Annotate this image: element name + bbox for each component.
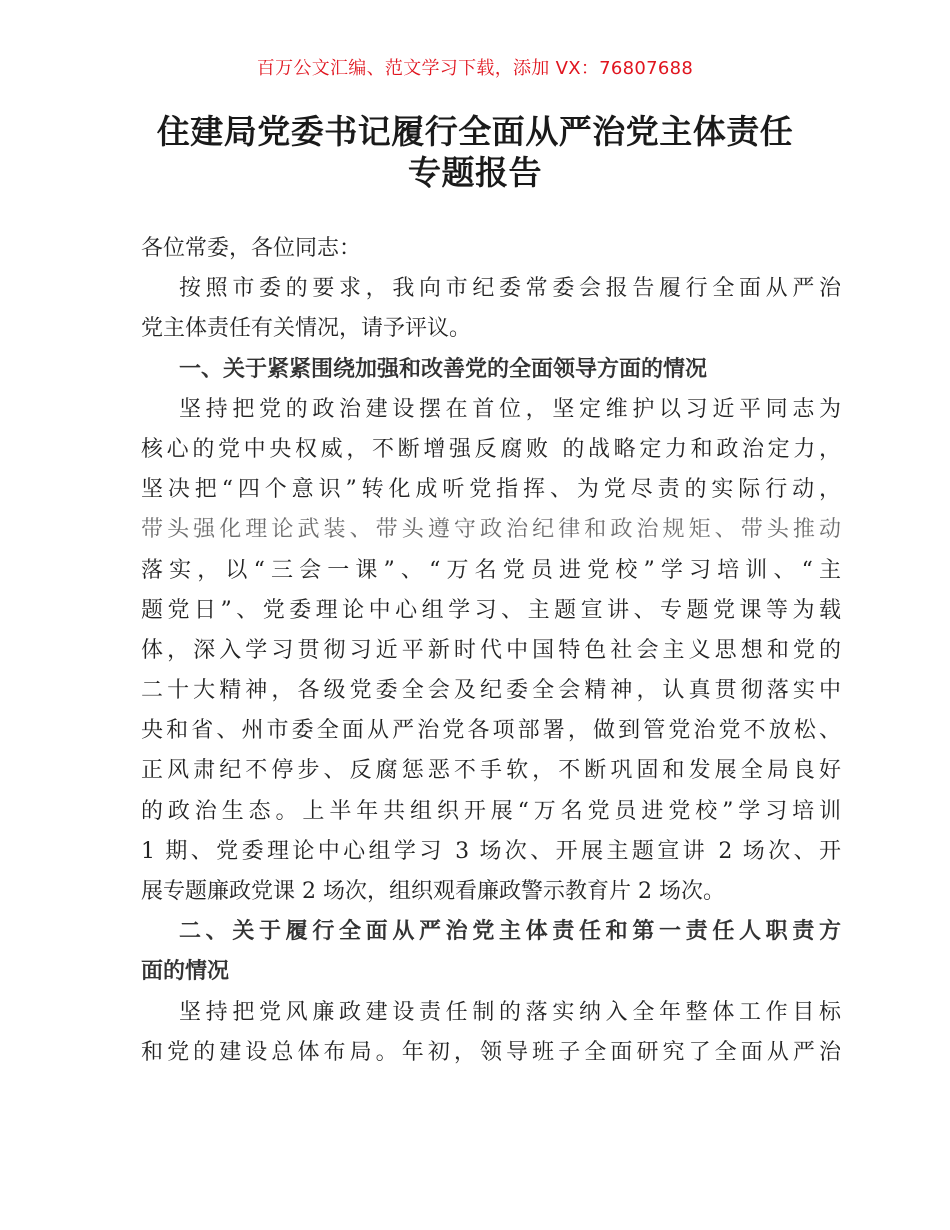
- watermark-banner: 百万公文汇编、范文学习下载，添加 VX：76807688: [256, 58, 694, 79]
- paragraph-line: 坚决把“四个意识”转化成听党指挥、为党尽责的实际行动，: [141, 477, 841, 503]
- paragraph-line: 和党的建设总体布局。年初，领导班子全面研究了全面从严治: [141, 1039, 841, 1065]
- paragraph-line: 核心的党中央权威，不断增强反腐败 的战略定力和政治定力，: [141, 436, 841, 462]
- intro-line: 党主体责任有关情况，请予评议。: [141, 316, 472, 342]
- section-1-heading: 一、关于紧紧围绕加强和改善党的全面领导方面的情况: [179, 356, 708, 382]
- document-title-line-2: 专题报告: [408, 153, 542, 192]
- paragraph-line: 带头强化理论武装、带头遵守政治纪律和政治规矩、带头推动: [141, 517, 841, 543]
- paragraph-line: 央和省、州市委全面从严治党各项部署，做到管党治党不放松、: [141, 718, 841, 744]
- paragraph-line: 题党日”、党委理论中心组学习、主题宣讲、专题党课等为载: [141, 597, 841, 623]
- intro-line: 按照市委的要求，我向市纪委常委会报告履行全面从严治: [179, 276, 841, 302]
- document-body: [141, 229, 841, 1073]
- section-2-heading: 面的情况: [141, 959, 230, 985]
- document-title-line-1: 住建局党委书记履行全面从严治党主体责任: [156, 112, 794, 151]
- paragraph-line: 正风肃纪不停步、反腐惩恶不手软，不断巩固和发展全局良好: [141, 758, 841, 784]
- paragraph-line: 坚持把党的政治建设摆在首位，坚定维护以习近平同志为: [179, 396, 841, 422]
- paragraph-line: 体，深入学习贯彻习近平新时代中国特色社会主义思想和党的: [141, 637, 841, 663]
- paragraph-line: 坚持把党风廉政建设责任制的落实纳入全年整体工作目标: [179, 999, 841, 1025]
- salutation: 各位常委，各位同志：: [141, 236, 362, 261]
- paragraph-line: 展专题廉政党课 2 场次，组织观看廉政警示教育片 2 场次。: [141, 879, 725, 904]
- paragraph-line: 落实，以“三会一课”、“万名党员进党校”学习培训、“主: [141, 557, 841, 583]
- paragraph-line: 1 期、党委理论中心组学习 3 场次、开展主题宣讲 2 场次、开: [141, 838, 841, 864]
- paragraph-line: 的政治生态。上半年共组织开展“万名党员进党校”学习培训: [141, 798, 841, 824]
- paragraph-line: 二十大精神，各级党委全会及纪委全会精神，认真贯彻落实中: [141, 678, 841, 704]
- section-2-heading: 二、关于履行全面从严治党主体责任和第一责任人职责方: [179, 919, 841, 945]
